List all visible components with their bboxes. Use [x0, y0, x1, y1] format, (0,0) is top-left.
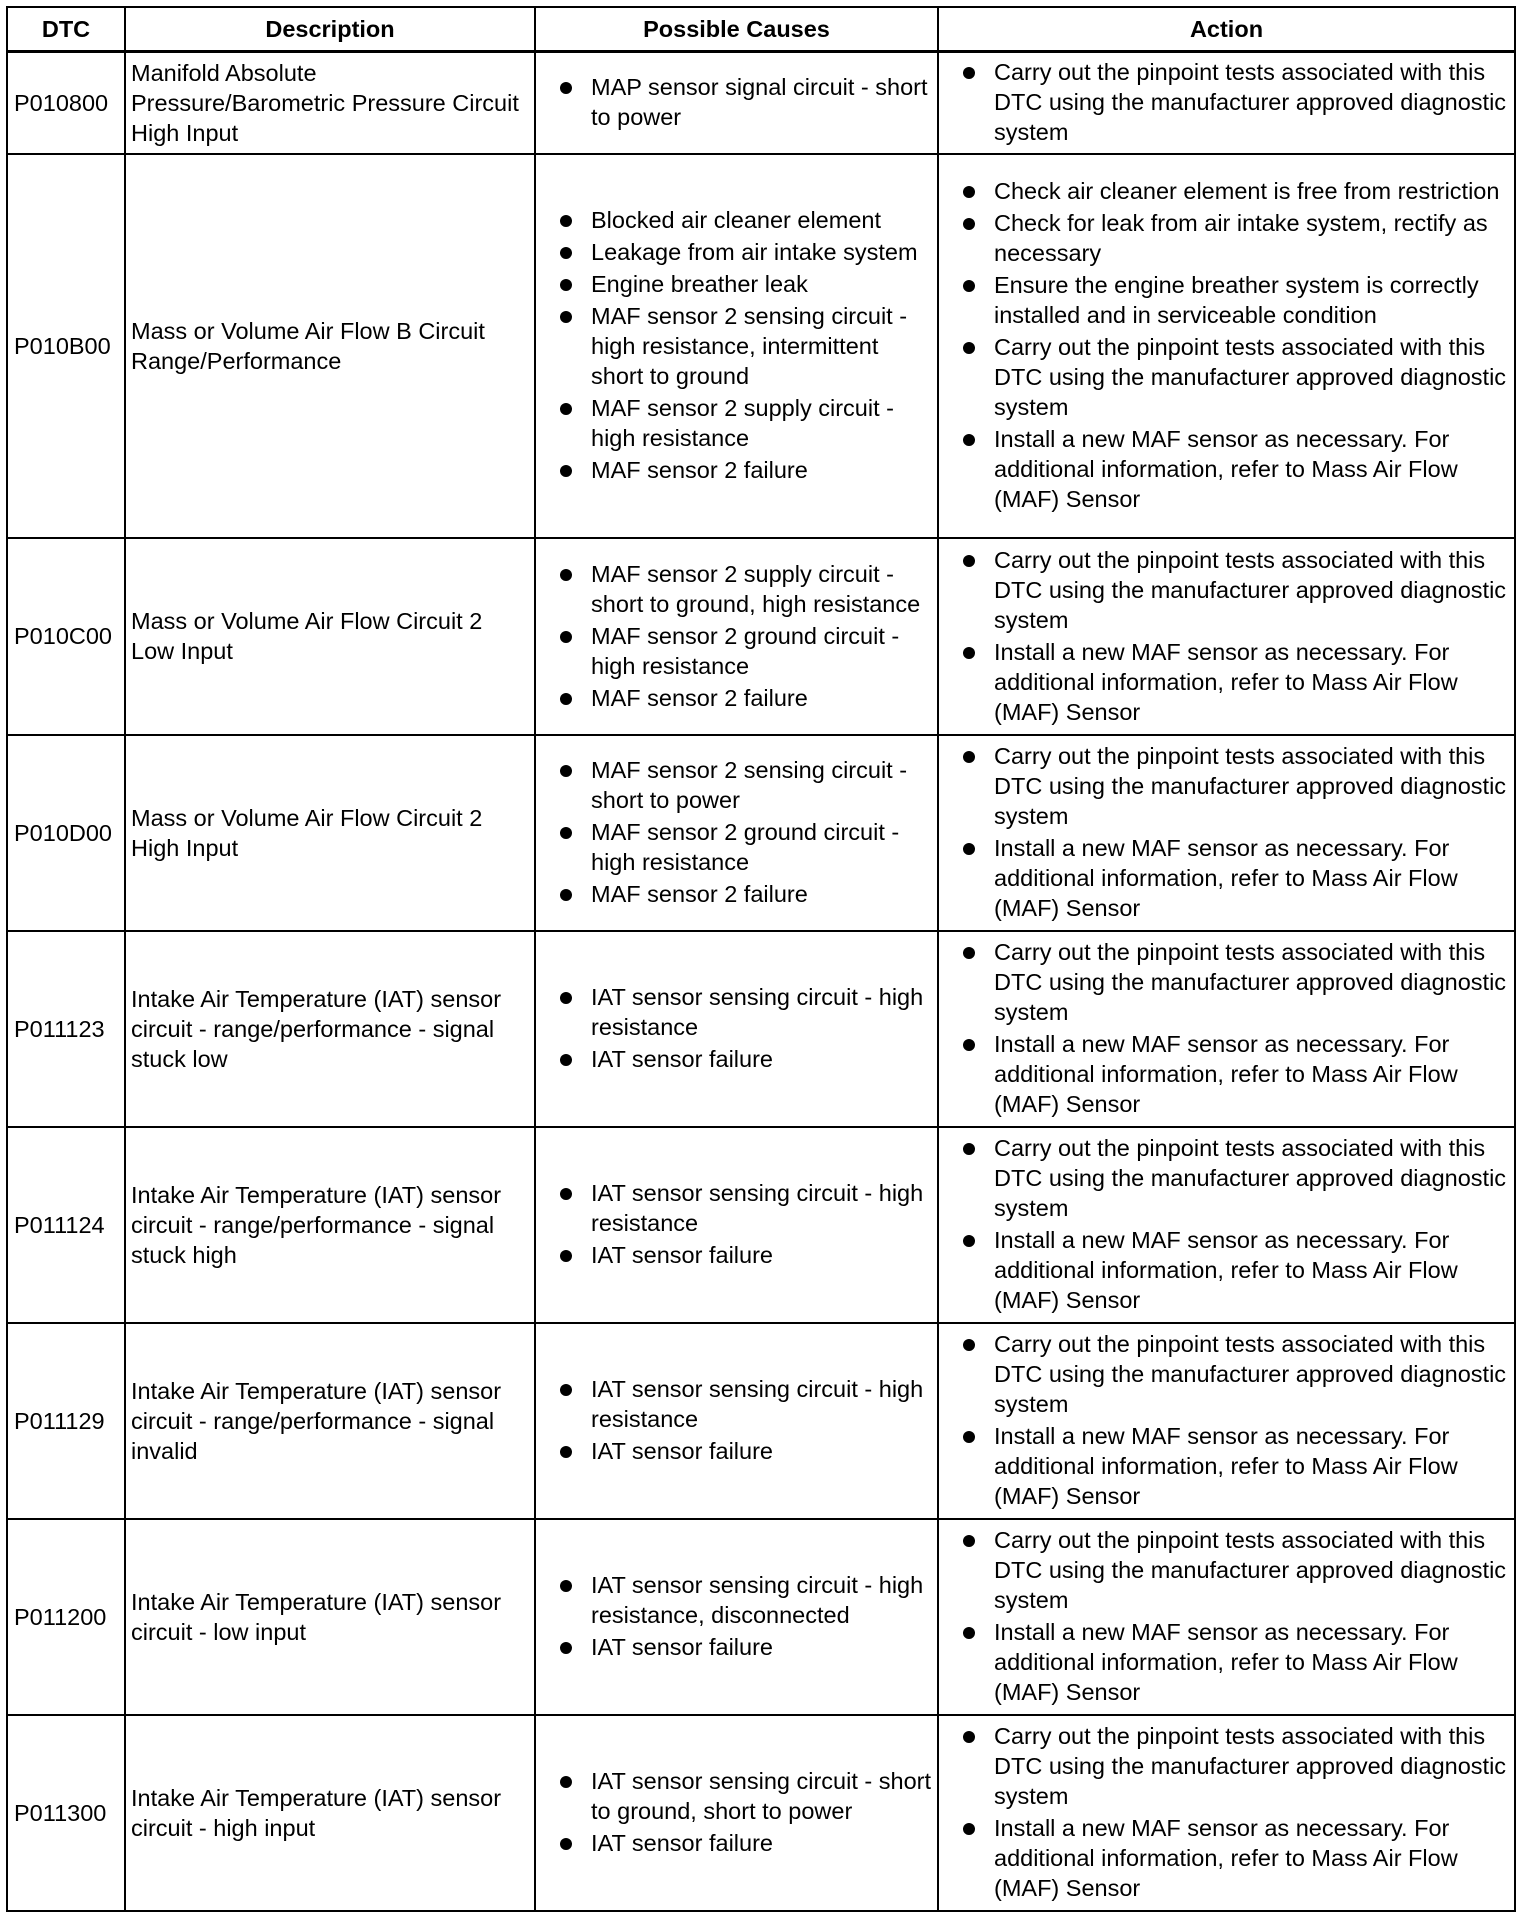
- dtc-table: [6, 6, 1516, 1912]
- action-cell: [938, 1519, 1515, 1715]
- action-item: Check for leak from air intake system, rectify as necessary: [994, 208, 1510, 268]
- causes-cell: [535, 1519, 938, 1715]
- action-item: Carry out the pinpoint tests associated with this DTC using the manufacturer approved diagnostic system: [994, 545, 1510, 635]
- actions-list: [944, 57, 1510, 147]
- header-row: [7, 7, 1515, 52]
- cause-item: IAT sensor sensing circuit - high resistance, disconnected: [591, 1570, 933, 1630]
- cause-item: MAF sensor 2 ground circuit - high resistance: [591, 621, 933, 681]
- dtc-description: Intake Air Temperature (IAT) sensor circuit - low input: [125, 1519, 535, 1715]
- action-item: Carry out the pinpoint tests associated with this DTC using the manufacturer approved diagnostic system: [994, 57, 1510, 147]
- causes-cell: [535, 538, 938, 735]
- dtc-code: P011124: [7, 1127, 125, 1323]
- table-header: [7, 7, 1515, 52]
- cause-item: IAT sensor sensing circuit - high resistance: [591, 1178, 933, 1238]
- dtc-description: Mass or Volume Air Flow B Circuit Range/Performance: [125, 154, 535, 538]
- header-description: Description: [125, 7, 535, 52]
- action-item: Carry out the pinpoint tests associated with this DTC using the manufacturer approved diagnostic system: [994, 1721, 1510, 1811]
- actions-list: [944, 741, 1510, 923]
- causes-cell: [535, 1715, 938, 1911]
- actions-list: [944, 545, 1510, 727]
- action-item: Install a new MAF sensor as necessary. For additional information, refer to Mass Air Flow (MAF) Sensor: [994, 637, 1510, 727]
- causes-list: [541, 755, 933, 909]
- actions-list: [944, 1133, 1510, 1315]
- table-row: [7, 1323, 1515, 1519]
- dtc-code: P011300: [7, 1715, 125, 1911]
- causes-list: [541, 1178, 933, 1270]
- dtc-description: Manifold Absolute Pressure/Barometric Pressure Circuit High Input: [125, 52, 535, 154]
- causes-list: [541, 1570, 933, 1662]
- dtc-description: Intake Air Temperature (IAT) sensor circuit - range/performance - signal stuck low: [125, 931, 535, 1127]
- dtc-description: Intake Air Temperature (IAT) sensor circuit - high input: [125, 1715, 535, 1911]
- dtc-description: Mass or Volume Air Flow Circuit 2 Low Input: [125, 538, 535, 735]
- table-row: [7, 735, 1515, 931]
- causes-list: [541, 72, 933, 132]
- actions-list: [944, 1525, 1510, 1707]
- action-cell: [938, 1127, 1515, 1323]
- dtc-code: P011123: [7, 931, 125, 1127]
- cause-item: Blocked air cleaner element: [591, 205, 933, 235]
- dtc-description: Intake Air Temperature (IAT) sensor circuit - range/performance - signal stuck high: [125, 1127, 535, 1323]
- action-item: Install a new MAF sensor as necessary. For additional information, refer to Mass Air Flow (MAF) Sensor: [994, 1421, 1510, 1511]
- cause-item: MAF sensor 2 ground circuit - high resistance: [591, 817, 933, 877]
- dtc-description: Mass or Volume Air Flow Circuit 2 High Input: [125, 735, 535, 931]
- table-row: [7, 52, 1515, 154]
- causes-cell: [535, 931, 938, 1127]
- actions-list: [944, 1721, 1510, 1903]
- causes-list: [541, 1766, 933, 1858]
- cause-item: IAT sensor failure: [591, 1828, 933, 1858]
- cause-item: MAF sensor 2 sensing circuit - high resistance, intermittent short to ground: [591, 301, 933, 391]
- cause-item: IAT sensor failure: [591, 1632, 933, 1662]
- cause-item: MAF sensor 2 failure: [591, 879, 933, 909]
- causes-list: [541, 205, 933, 485]
- cause-item: IAT sensor failure: [591, 1240, 933, 1270]
- action-item: Carry out the pinpoint tests associated with this DTC using the manufacturer approved diagnostic system: [994, 1525, 1510, 1615]
- action-item: Install a new MAF sensor as necessary. For additional information, refer to Mass Air Flow (MAF) Sensor: [994, 833, 1510, 923]
- action-cell: [938, 1715, 1515, 1911]
- header-causes: Possible Causes: [535, 7, 938, 52]
- cause-item: MAF sensor 2 supply circuit - short to ground, high resistance: [591, 559, 933, 619]
- causes-list: [541, 982, 933, 1074]
- action-item: Carry out the pinpoint tests associated with this DTC using the manufacturer approved diagnostic system: [994, 332, 1510, 422]
- action-item: Install a new MAF sensor as necessary. For additional information, refer to Mass Air Flow (MAF) Sensor: [994, 1617, 1510, 1707]
- causes-list: [541, 1374, 933, 1466]
- cause-item: Engine breather leak: [591, 269, 933, 299]
- cause-item: IAT sensor sensing circuit - short to ground, short to power: [591, 1768, 932, 1824]
- cause-item: MAF sensor 2 failure: [591, 683, 933, 713]
- dtc-code: P010D00: [7, 735, 125, 931]
- table-row: [7, 538, 1515, 735]
- cause-item: MAF sensor 2 failure: [591, 455, 933, 485]
- table-row: [7, 931, 1515, 1127]
- table-row: [7, 1127, 1515, 1323]
- action-cell: [938, 52, 1515, 154]
- actions-list: [944, 937, 1510, 1119]
- causes-cell: [535, 735, 938, 931]
- action-cell: [938, 1323, 1515, 1519]
- action-cell: [938, 931, 1515, 1127]
- causes-cell: [535, 154, 938, 538]
- cause-item: MAF sensor 2 sensing circuit - short to power: [591, 755, 933, 815]
- cause-item: Leakage from air intake system: [591, 237, 933, 267]
- table-row: [7, 1715, 1515, 1911]
- action-item: Install a new MAF sensor as necessary. For additional information, refer to Mass Air Flow (MAF) Sensor: [994, 1029, 1510, 1119]
- dtc-code: P010C00: [7, 538, 125, 735]
- table-row: [7, 1519, 1515, 1715]
- cause-item: IAT sensor failure: [591, 1436, 933, 1466]
- dtc-code: P010B00: [7, 154, 125, 538]
- header-dtc: DTC: [7, 7, 125, 52]
- header-action: Action: [938, 7, 1515, 52]
- action-item: Install a new MAF sensor as necessary. For additional information, refer to Mass Air Flow (MAF) Sensor: [994, 1225, 1510, 1315]
- causes-cell: [535, 1323, 938, 1519]
- action-item: Carry out the pinpoint tests associated with this DTC using the manufacturer approved diagnostic system: [994, 741, 1510, 831]
- dtc-code: P010800: [7, 52, 125, 154]
- cause-item: MAF sensor 2 supply circuit - high resistance: [591, 393, 933, 453]
- action-cell: [938, 735, 1515, 931]
- action-item: Carry out the pinpoint tests associated with this DTC using the manufacturer approved diagnostic system: [994, 1329, 1510, 1419]
- cause-item: IAT sensor failure: [591, 1044, 933, 1074]
- action-cell: [938, 154, 1515, 538]
- actions-list: [944, 1329, 1510, 1511]
- causes-list: [541, 559, 933, 713]
- cause-item: IAT sensor sensing circuit - high resistance: [591, 982, 933, 1042]
- action-item: Carry out the pinpoint tests associated with this DTC using the manufacturer approved diagnostic system: [994, 1133, 1510, 1223]
- dtc-description: Intake Air Temperature (IAT) sensor circuit - range/performance - signal invalid: [125, 1323, 535, 1519]
- action-item: Carry out the pinpoint tests associated with this DTC using the manufacturer approved diagnostic system: [994, 937, 1510, 1027]
- dtc-code: P011200: [7, 1519, 125, 1715]
- action-cell: [938, 538, 1515, 735]
- cause-item: IAT sensor sensing circuit - high resistance: [591, 1374, 933, 1434]
- table-row: [7, 154, 1515, 538]
- cause-item: MAP sensor signal circuit - short to power: [591, 72, 933, 132]
- action-item: Check air cleaner element is free from restriction: [994, 176, 1510, 206]
- causes-cell: [535, 52, 938, 154]
- dtc-code: P011129: [7, 1323, 125, 1519]
- action-item: Install a new MAF sensor as necessary. For additional information, refer to Mass Air Flow (MAF) Sensor: [994, 424, 1510, 514]
- table-body: [7, 52, 1515, 1911]
- actions-list: [944, 176, 1510, 514]
- action-item: Install a new MAF sensor as necessary. For additional information, refer to Mass Air Flow (MAF) Sensor: [994, 1813, 1510, 1903]
- action-item: Ensure the engine breather system is correctly installed and in serviceable condition: [994, 270, 1510, 330]
- causes-cell: [535, 1127, 938, 1323]
